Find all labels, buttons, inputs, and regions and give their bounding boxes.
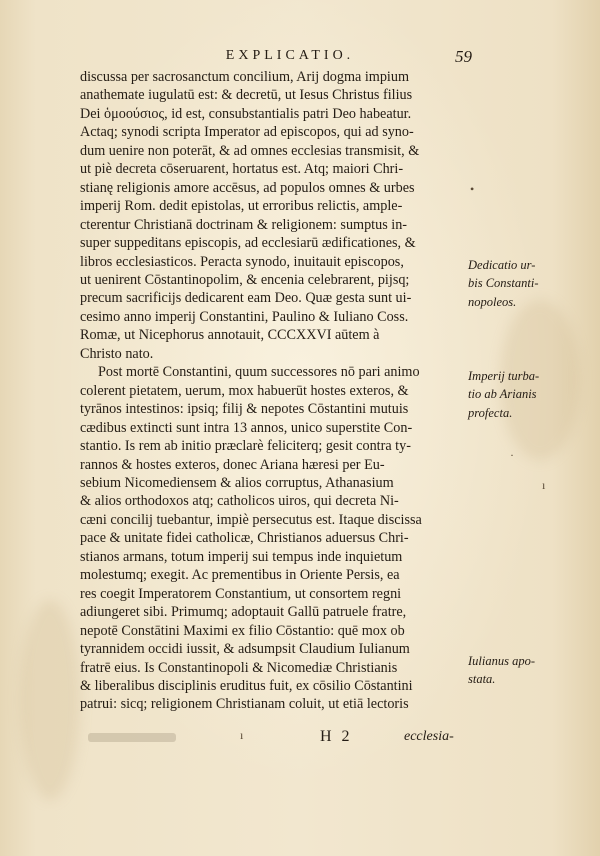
text-line: adiungeret sibi. Primumq; adoptauit Gallū patruele fratre, [80, 604, 407, 621]
text-line: tyrannidem occidi iussit, & adsumpsit Claudium Iulianum [80, 641, 410, 658]
running-title: EXPLICATIO. [225, 48, 355, 63]
text-line: cesimo anno imperij Constantini, Paulino & Iuliano Coss. [80, 308, 409, 325]
margin-note-line: profecta. [468, 405, 513, 420]
text-line: anathemate iugulatū est: & decretū, ut Iesus Christus filius [80, 87, 413, 104]
ink-mark: ı [240, 728, 244, 742]
text-line: colerent pietatem, uerum, mox habuerūt hostes exteros, & [80, 382, 409, 399]
text-line: & liberalibus disciplinis eruditus fuit, ex cōsilio Cōstantini [80, 677, 413, 694]
text-line: tyrānos intestinos: ipsiq; filij & nepotes Cōstantini mutuis [80, 401, 409, 418]
text-line: cædibus extincti sunt intra 13 annos, unico superstite Con- [80, 419, 413, 436]
main-text-block [80, 68, 464, 714]
margin-note-line: Dedicatio ur- [468, 258, 536, 272]
margin-note-iulianus [468, 652, 578, 689]
ink-mark: · [510, 448, 514, 462]
margin-note-line: Imperij turba- [468, 369, 540, 383]
text-line: ut piè decreta cōseruarent, hortatus est. Atq; maiori Chri- [80, 161, 404, 178]
text-line: libros ecclesiasticos. Peracta synodo, inuitauit episcopos, [80, 253, 404, 270]
margin-note-line: stata. [468, 672, 496, 687]
text-line: dum uenire non poterāt, & ad omnes ecclesias transmisit, & [80, 142, 420, 159]
ink-mark: ı [542, 478, 546, 492]
text-line: molestumq; exegit. Ac prementibus in Oriente Persis, ea [80, 567, 400, 584]
text-line: nepotē Constātini Maximi ex filio Cōstantio: quē mox ob [80, 622, 405, 639]
text-line: sebium Nicomediensem & alios corruptus, Athanasium [80, 474, 394, 491]
signature-mark: H 2 [320, 728, 353, 745]
text-line: rannos & hostes exteros, donec Ariana hæresi per Eu- [80, 456, 385, 473]
text-line: Actaq; synodi scripta Imperator ad episcopos, qui ad syno- [80, 124, 414, 141]
text-line: precum sacrificijs dedicarent eam Deo. Quæ gesta sunt ui- [80, 290, 412, 307]
text-line: & alios orthodoxos atq; catholicos uiros, qui decreta Ni- [80, 493, 399, 510]
text-line: cæni concilij tuebantur, impiè persecutus est. Itaque discissa [80, 511, 422, 528]
text-line: Christo nato. [80, 345, 154, 362]
margin-note-dedicatio [468, 256, 578, 311]
paper-stain [20, 600, 80, 800]
ink-mark: • [470, 182, 475, 196]
text-line: stianę religionis amore accēsus, ad populos omnes & urbes [80, 179, 415, 196]
page-number: 59 [455, 47, 472, 66]
text-line: discussa per sacrosanctum concilium, Arij dogma impium [80, 69, 410, 85]
text-line: Romæ, ut Nicephorus annotauit, CCCXXVI aūtem à [80, 327, 380, 344]
text-line: patrui: sicq; religionem Christianam coluit, ut etiā lectoris [80, 696, 409, 713]
text-line: pace & unitate fidei catholicæ, Christianos aduersus Chri- [80, 530, 409, 547]
text-line: ut uenirent Cōstantinopolim, & encenia celebrarent, pijsq; [80, 271, 410, 288]
text-line: super suppeditans episcopis, ad ecclesiarū ædificationes, & [80, 235, 416, 252]
faded-ink-smudge [88, 733, 176, 742]
text-line: fratrē eius. Is Constantinopoli & Nicomediæ Christianis [80, 659, 398, 676]
paragraph-start-line: Post mortē Constantini, quum successores nō pari animo [98, 364, 420, 381]
text-line: stianos armans, totum imperij sui tempus inde inquietum [80, 548, 403, 565]
text-line: Dei ὁμοούσιος, id est, consubstantialis patri Deo habeatur. [80, 105, 412, 122]
text-line: stantio. Is rem ab initio præclarè feliciterq; gesit contra ty- [80, 438, 411, 455]
margin-note-imperij [468, 367, 578, 422]
margin-note-line: bis Constanti- [468, 276, 539, 291]
margin-note-line: Iulianus apo- [468, 654, 536, 668]
text-line: cterentur Christianā doctrinam & religionem: sumptus in- [80, 216, 408, 233]
margin-note-line: nopoleos. [468, 294, 517, 309]
text-line: imperij Rom. dedit epistolas, ut erroribus relictis, ample- [80, 198, 403, 215]
text-line: res coegit Imperatorem Constantium, ut consortem regni [80, 585, 402, 602]
margin-note-line: tio ab Arianis [468, 387, 537, 402]
catchword: ecclesia- [404, 729, 454, 744]
